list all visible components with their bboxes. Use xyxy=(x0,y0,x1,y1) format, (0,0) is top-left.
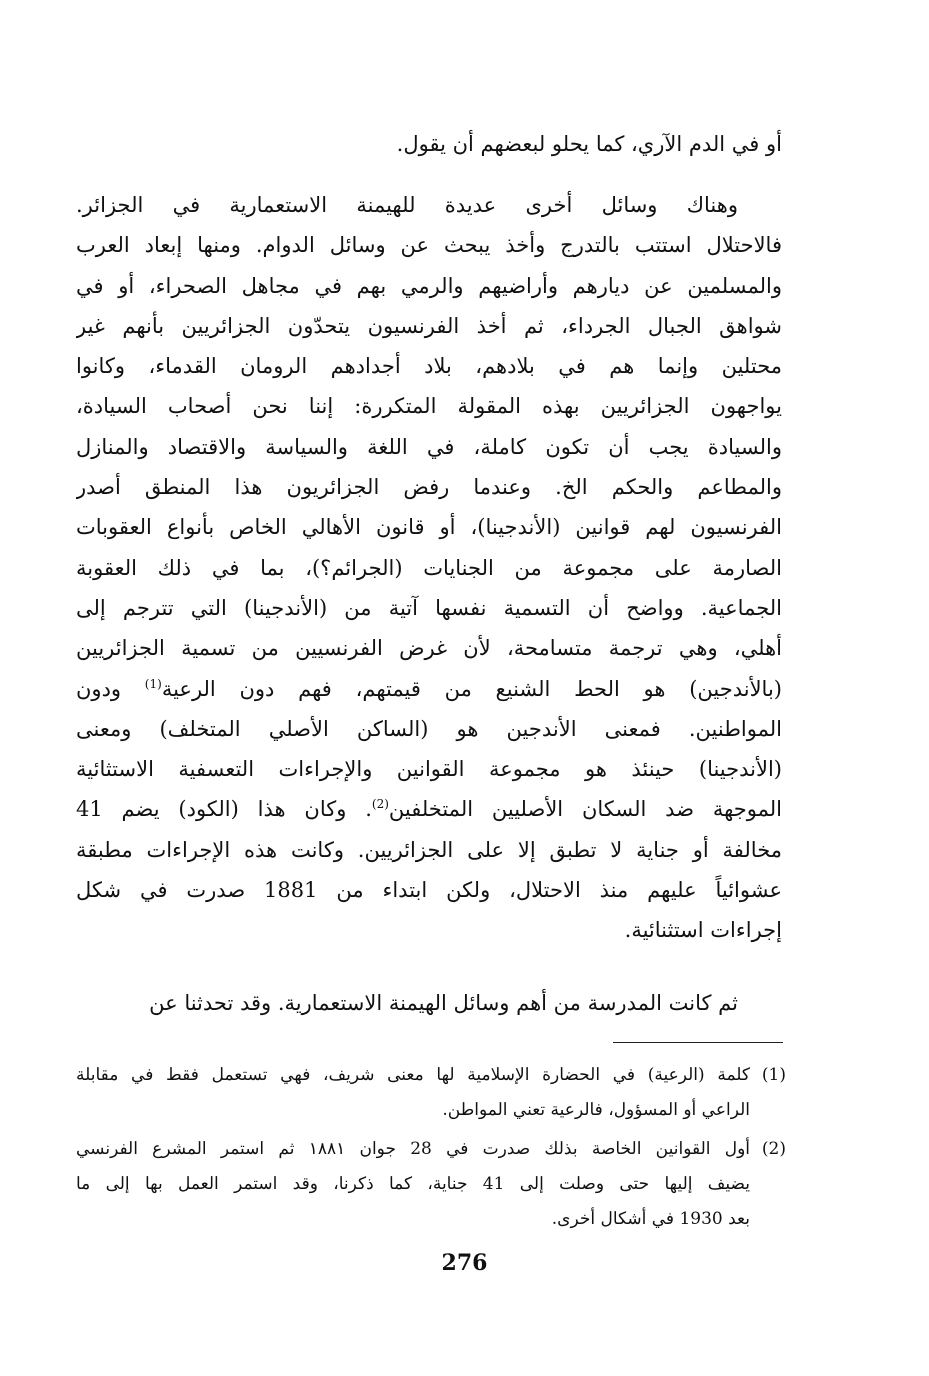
text-line: أهلي، وهي ترجمة متسامحة، لأن غرض الفرنسيين من تسمية الجزائريين xyxy=(76,636,782,661)
page-number: 276 xyxy=(441,1250,488,1276)
text-line: وهناك وسائل أخرى عديدة للهيمنة الاستعمارية في الجزائر. xyxy=(76,193,738,217)
footnote-2 xyxy=(76,1132,786,1237)
text-line: بعد 1930 في أشكال أخرى. xyxy=(551,1209,750,1229)
text-line: مخالفة أو جناية لا تطبق إلا على الجزائريين. وكانت هذه الإجراءات مطبقة xyxy=(76,837,782,862)
footnotes xyxy=(76,1058,786,1241)
text-line: والمطاعم والحكم الخ. وعندما رفض الجزائريون هذا المنطق أصدر xyxy=(76,475,782,500)
paragraph-3: ثم كانت المدرسة من أهم وسائل الهيمنة الاستعمارية. وقد تحدثنا عن xyxy=(149,991,738,1015)
text-line: والسيادة يجب أن تكون كاملة، في اللغة والسياسة والاقتصاد والمنازل xyxy=(76,434,782,459)
text-line xyxy=(76,789,782,829)
text-line: الجماعية. وواضح أن التسمية نفسها آتية من (الأندجينا) التي تترجم إلى xyxy=(76,595,782,620)
text-segment: (بالأندجين) هو الحط الشنيع من قيمتهم، فهم دون الرعية xyxy=(161,676,782,701)
text-line: إجراءات استثنائية. xyxy=(624,918,782,943)
text-line: يضيف إليها حتى وصلت إلى 41 جناية، كما ذكرنا، وقد استمر العمل بها إلى ما xyxy=(76,1174,750,1194)
text-segment: . وكان هذا (الكود) يضم 41 xyxy=(76,797,372,822)
text-line: والمسلمين عن ديارهم وأراضيهم والرمي بهم في مجاهل الصحراء، أو في xyxy=(76,273,782,298)
text-line: أول القوانين الخاصة بذلك صدرت في 28 جوان ١٨٨١ ثم استمر المشرع الفرنسي xyxy=(76,1139,750,1159)
footnote-text xyxy=(76,1058,750,1128)
text-line: محتلين وإنما هم في بلادهم، بلاد أجدادهم الرومان القدماء، وكانوا xyxy=(76,354,782,379)
paragraph-1: أو في الدم الآري، كما يحلو لبعضهم أن يقول. xyxy=(396,132,782,156)
text-line: شواهق الجبال الجرداء، ثم أخذ الفرنسيون يتحدّون الجزائريين بأنهم غير xyxy=(76,313,782,338)
footnote-separator xyxy=(613,1042,783,1043)
paragraph-2 xyxy=(76,185,782,951)
text-segment: الموجهة ضد السكان الأصليين المتخلفين xyxy=(388,797,782,822)
footnote-ref-1[interactable]: (1) xyxy=(144,676,162,691)
text-line: (الأندجينا) حينئذ هو مجموعة القوانين والإجراءات التعسفية الاستثائية xyxy=(76,757,782,782)
text-line: كلمة (الرعية) في الحضارة الإسلامية لها معنى شريف، فهي تستعمل فقط في مقابلة xyxy=(76,1065,750,1085)
text-line: عشوائياً عليهم منذ الاحتلال، ولكن ابتداء من 1881 صدرت في شكل xyxy=(76,878,782,903)
footnote-ref-2[interactable]: (2) xyxy=(371,797,389,812)
text-line: الفرنسيون لهم قوانين (الأندجينا)، أو قانون الأهالي الخاص بأنواع العقوبات xyxy=(76,515,782,540)
footnote-number: (1) xyxy=(761,1065,786,1085)
text-line: المواطنين. فمعنى الأندجين هو (الساكن الأصلي المتخلف) ومعنى xyxy=(76,716,782,741)
footnote-number: (2) xyxy=(761,1139,786,1159)
footnote-text xyxy=(76,1132,750,1237)
text-line: يواجهون الجزائريين بهذه المقولة المتكررة: إننا نحن أصحاب السيادة، xyxy=(76,394,782,419)
text-line: الراعي أو المسؤول، فالرعية تعني المواطن. xyxy=(442,1100,750,1120)
text-line: فالاحتلال استتب بالتدرج وأخذ يبحث عن وسائل الدوام. ومنها إبعاد العرب xyxy=(76,233,782,258)
text-line xyxy=(76,669,782,709)
footnote-1 xyxy=(76,1058,786,1128)
text-line: الصارمة على مجموعة من الجنايات (الجرائم؟)، بما في ذلك العقوبة xyxy=(76,555,782,580)
text-segment: ودون xyxy=(76,676,122,701)
